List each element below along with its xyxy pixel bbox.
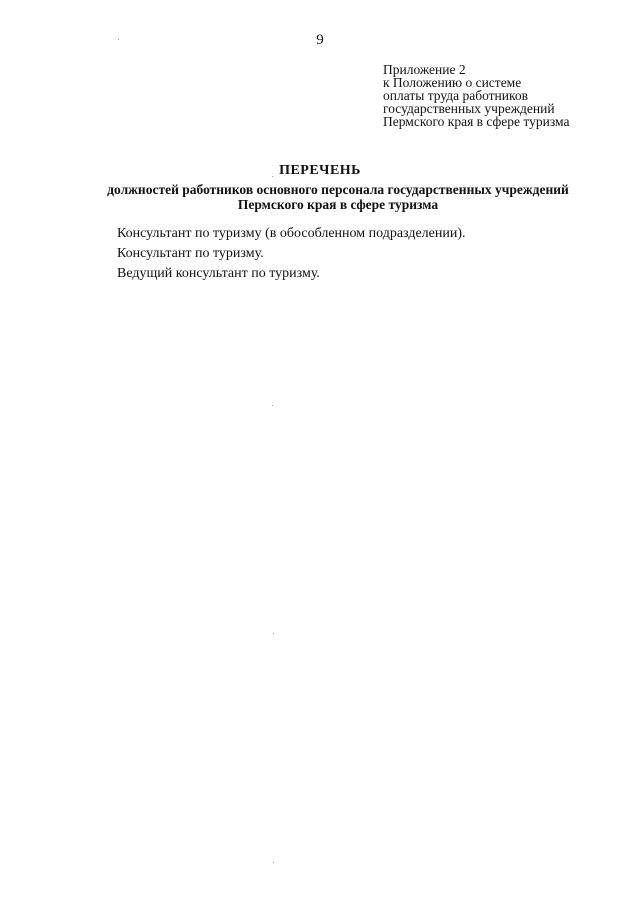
scan-speck <box>272 405 273 406</box>
appendix-line: Пермского края в сфере туризма <box>383 114 570 129</box>
position-item: Консультант по туризму (в обособленном подразделении). <box>117 226 466 241</box>
page-number: 9 <box>316 32 324 48</box>
subtitle-line: должностей работников основного персонала государственных учреждений <box>107 182 569 197</box>
appendix-line: оплаты труда работников <box>383 88 528 103</box>
document-subtitle <box>70 182 606 212</box>
appendix-line: государственных учреждений <box>383 101 555 116</box>
position-item: Ведущий консультант по туризму. <box>117 266 320 281</box>
document-title: ПЕРЕЧЕНЬ <box>279 163 361 178</box>
scan-speck <box>273 862 274 863</box>
scan-speck <box>272 176 273 177</box>
subtitle-line: Пермского края в сфере туризма <box>237 197 439 212</box>
scan-speck <box>118 39 119 40</box>
scan-speck <box>273 633 274 634</box>
appendix-header <box>383 63 569 128</box>
appendix-line: Приложение 2 <box>383 62 466 77</box>
appendix-line: к Положению о системе <box>383 75 522 90</box>
position-item: Консультант по туризму. <box>117 246 264 261</box>
positions-list <box>117 224 466 284</box>
